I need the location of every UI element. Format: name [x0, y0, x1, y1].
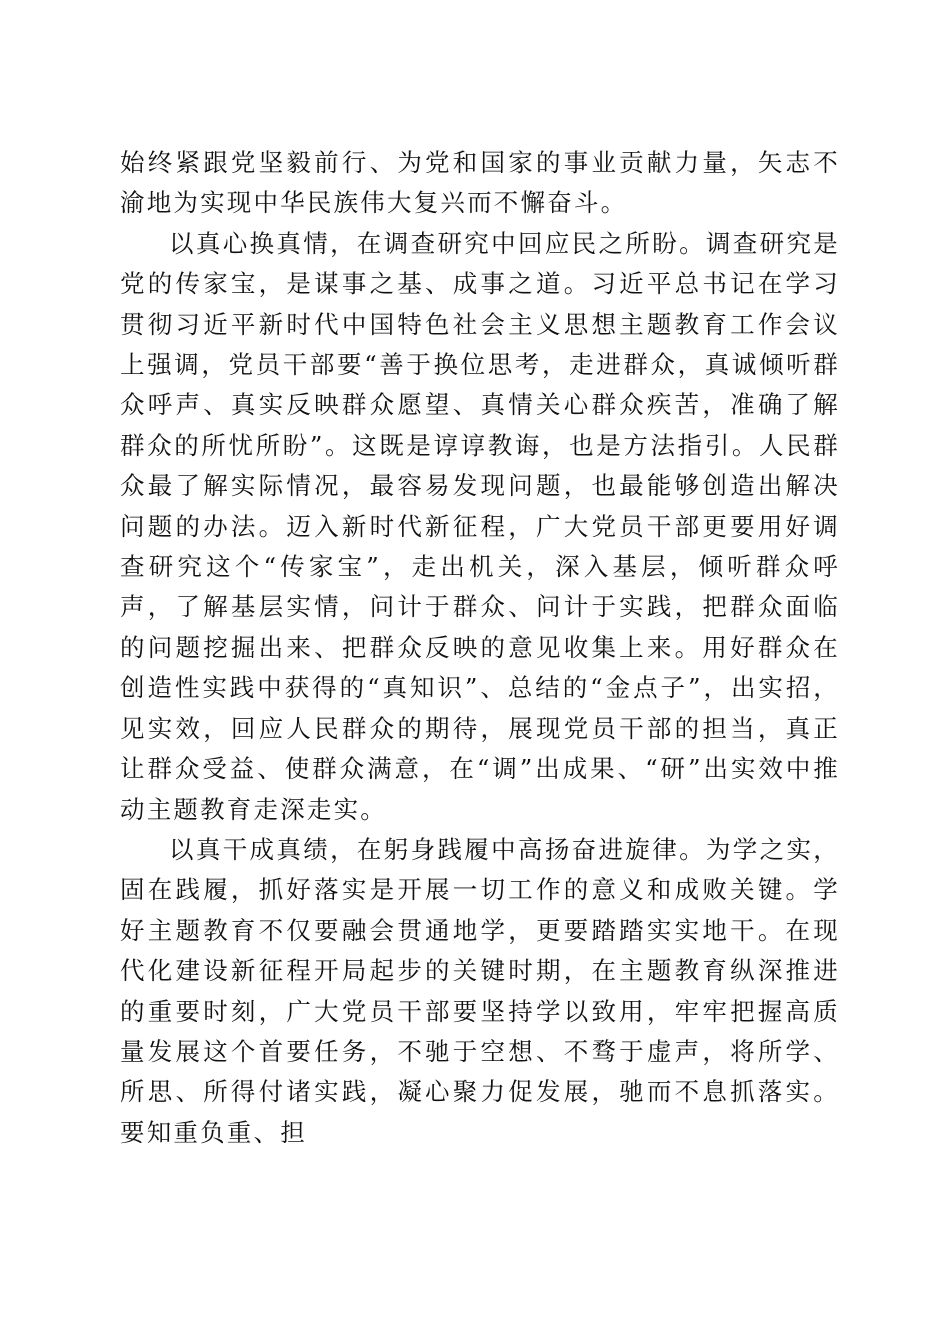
paragraph-practical-action: 以真干成真绩，在躬身践履中高扬奋进旋律。为学之实，固在践履，抓好落实是开展一切工作的意义和成败关键。学好主题教育不仅要融会贯通地学，更要踏踏实实地干。在现代化建设新征程开局起步的关键时期，在主题教育纵深推进的重要时刻，广大党员干部要坚持学以致用，牢牢把握高质量发展这个首要任务，不驰于空想、不骛于虚声，将所学、所思、所得付诸实践，凝心聚力促发展，驰而不息抓落实。要知重负重、担 — [120, 834, 840, 1147]
document-body — [120, 143, 840, 1153]
paragraph-continuation: 始终紧跟党坚毅前行、为党和国家的事业贡献力量，矢志不渝地为实现中华民族伟大复兴而不懈奋斗。 — [120, 148, 840, 218]
paragraph-investigation-research: 以真心换真情，在调查研究中回应民之所盼。调查研究是党的传家宝，是谋事之基、成事之道。习近平总书记在学习贯彻习近平新时代中国特色社会主义思想主题教育工作会议上强调，党员干部要“善于换位思考，走进群众，真诚倾听群众呼声、真实反映群众愿望、真情关心群众疾苦，准确了解群众的所忧所盼”。这既是谆谆教诲，也是方法指引。人民群众最了解实际情况，最容易发现问题，也最能够创造出解决问题的办法。迈入新时代新征程，广大党员干部更要用好调查研究这个“传家宝”，走出机关，深入基层，倾听群众呼声，了解基层实情，问计于群众、问计于实践，把群众面临的问题挖掘出来、把群众反映的意见收集上来。用好群众在创造性实践中获得的“真知识”、总结的“金点子”，出实招，见实效，回应人民群众的期待，展现党员干部的担当，真正让群众受益、使群众满意，在“调”出成果、“研”出实效中推动主题教育走深走实。 — [120, 228, 840, 824]
